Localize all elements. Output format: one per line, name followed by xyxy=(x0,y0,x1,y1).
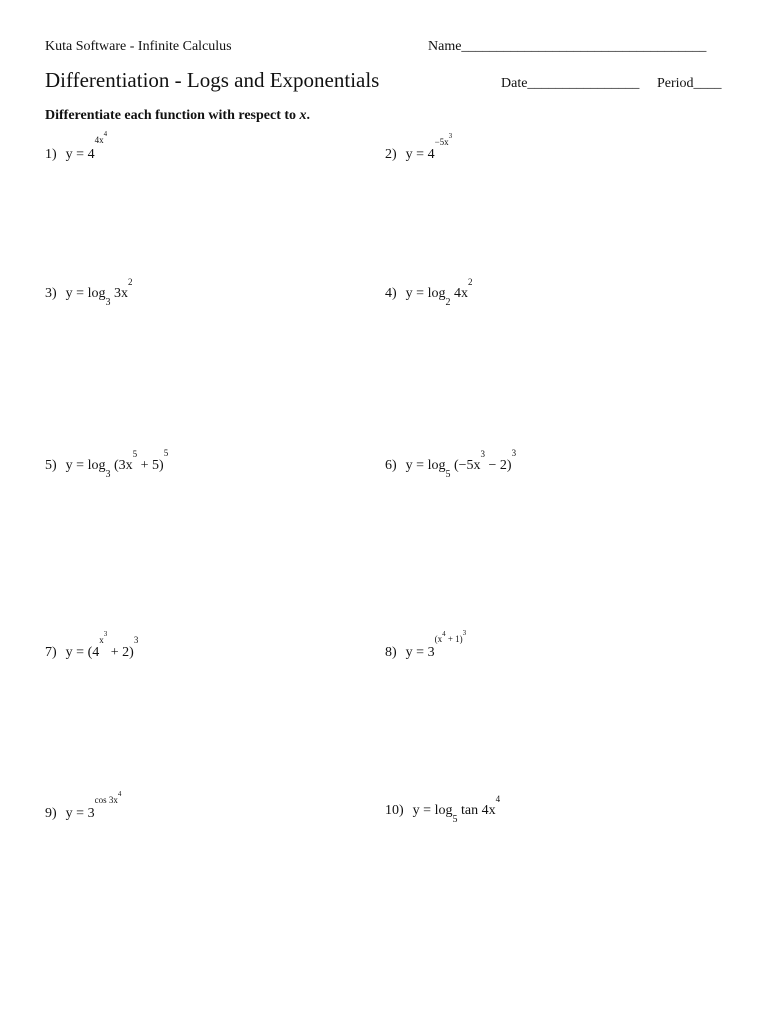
instructions xyxy=(45,108,310,124)
exponent-power: 4 xyxy=(117,790,122,799)
problem-number: 4) xyxy=(385,286,397,301)
inner-term: (3x xyxy=(113,458,133,473)
period-field: Period____ xyxy=(657,76,722,91)
problem-2 xyxy=(385,132,453,165)
problem-expression: y = log xyxy=(405,286,446,301)
problem-expression: y = 3 xyxy=(65,806,95,821)
outer-power: 3 xyxy=(133,635,139,646)
inner-power-exponent: 3 xyxy=(103,630,108,639)
instructions-text: Differentiate each function with respect to xyxy=(45,108,300,123)
inner-term: (4 xyxy=(87,645,100,660)
inner-power: x xyxy=(99,635,104,646)
problem-expression: y = log xyxy=(412,803,453,818)
problem-1 xyxy=(45,130,108,165)
exponent-rest: + 1) xyxy=(445,634,463,645)
problem-number: 2) xyxy=(385,147,397,162)
problem-expression: y = log xyxy=(65,286,106,301)
log-base: 2 xyxy=(445,296,451,308)
date-field: Date________________ xyxy=(501,76,640,91)
exponent: cos 3x xyxy=(94,795,118,806)
argument-power: 4 xyxy=(495,794,501,805)
exponent: −5x xyxy=(434,137,449,148)
problem-10 xyxy=(385,794,501,825)
problem-8 xyxy=(385,629,467,663)
exponent: (x xyxy=(434,634,443,645)
argument-power: 2 xyxy=(467,277,473,288)
problem-5 xyxy=(45,448,169,480)
outer-power: 3 xyxy=(511,448,517,459)
outer-power: 5 xyxy=(163,448,169,459)
log-argument: 3x xyxy=(113,286,128,301)
problem-number: 5) xyxy=(45,458,57,473)
instructions-variable: x xyxy=(299,108,307,123)
problem-number: 8) xyxy=(385,645,397,660)
problem-number: 9) xyxy=(45,806,57,821)
log-base: 5 xyxy=(452,813,458,825)
worksheet-title: Differentiation - Logs and Exponentials xyxy=(45,68,380,92)
exponent: 4x xyxy=(94,135,104,146)
exponent-outer-power: 3 xyxy=(462,629,467,638)
problem-number: 7) xyxy=(45,645,57,660)
problem-9 xyxy=(45,790,122,824)
log-base: 5 xyxy=(445,468,451,480)
problem-expression: y = log xyxy=(65,458,106,473)
problem-4 xyxy=(385,277,473,308)
inner-term: (−5x xyxy=(453,458,481,473)
problem-number: 6) xyxy=(385,458,397,473)
problem-number: 3) xyxy=(45,286,57,301)
publisher-label: Kuta Software - Infinite Calculus xyxy=(45,39,232,54)
problem-6 xyxy=(385,448,517,480)
name-field: Name___________________________________ xyxy=(428,39,707,54)
argument-power: 2 xyxy=(127,277,133,288)
log-base: 3 xyxy=(105,296,111,308)
problem-number: 10) xyxy=(385,803,404,818)
problem-3 xyxy=(45,277,133,308)
problem-expression: y = 3 xyxy=(405,645,435,660)
log-argument: tan 4x xyxy=(457,803,496,818)
problem-7 xyxy=(45,630,139,663)
exponent-power: 3 xyxy=(448,132,453,141)
log-argument: 4x xyxy=(453,286,468,301)
log-base: 3 xyxy=(105,468,111,480)
instructions-end: . xyxy=(306,108,311,123)
problem-expression: y = 4 xyxy=(405,147,435,162)
exponent-inner-power: 4 xyxy=(442,630,446,639)
problem-expression: y = 4 xyxy=(65,147,95,162)
problem-expression: y = log xyxy=(405,458,446,473)
inner-term-rest: − 2) xyxy=(485,458,512,473)
inner-term-rest: + 5) xyxy=(137,458,164,473)
exponent-power: 4 xyxy=(103,130,108,139)
inner-power: 5 xyxy=(132,449,138,460)
inner-power: 3 xyxy=(480,449,486,460)
inner-term-rest: + 2) xyxy=(107,645,134,660)
problem-number: 1) xyxy=(45,147,57,162)
problem-expression: y = xyxy=(65,645,88,660)
